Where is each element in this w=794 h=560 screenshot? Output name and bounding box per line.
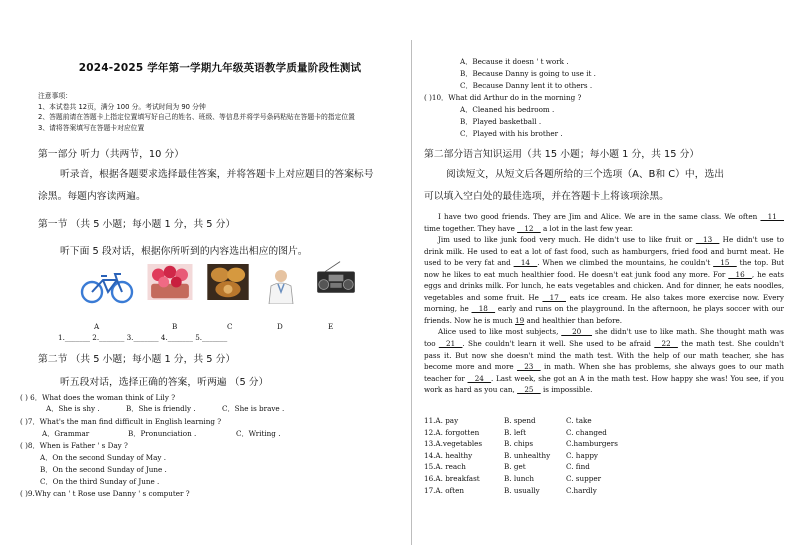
passage-text: and healthier than before. — [524, 315, 623, 325]
part2-instruction-line2: 可以填入空白处的最佳选项，并在答题卡上将该项涂黑。 — [424, 191, 669, 202]
passage-text: , he eats eggs and drinks milk. For lunch, he eats vegetables and chicken. And for dinner, he eats noodles, vegetables and some fruit. He — [424, 269, 784, 302]
option-c: C.hamburgers — [566, 439, 618, 449]
part2-heading: 第二部分语言知识运用（共 15 小题；每小题 1 分，共 15 分） — [424, 149, 700, 160]
option-c: C. find — [566, 462, 590, 472]
blank-12: __12__ — [517, 223, 541, 233]
blank-16: __16__ — [728, 269, 752, 279]
q7-option-b: B．Pronunciation . — [128, 429, 197, 438]
q8-option-b: B．On the second Sunday of June . — [40, 465, 167, 474]
q10-option-c: C．Played with his brother . — [460, 129, 563, 138]
option-c: C. changed — [566, 427, 607, 437]
q7-option-c: C．Writing . — [236, 429, 281, 438]
passage-text: the top. But now he likes to eat much healthier food. He doesn't eat junk food any more. For — [424, 258, 784, 279]
listening-pictures — [79, 268, 399, 308]
blank-19: 19 — [515, 315, 525, 325]
passage-paragraph-3 — [424, 326, 784, 395]
passage-text: is impossible. — [540, 385, 593, 395]
passage-text: I have two good friends. They are Jim and Alice. We are in the same class. We often — [438, 212, 761, 221]
option-a: 17.A. often — [424, 485, 464, 495]
answer-blanks: 1._______ 2._______ 3._______ 4._______ 5._______ — [58, 333, 228, 342]
blank-24: __24__ — [467, 373, 492, 383]
option-b: B. lunch — [504, 473, 535, 483]
q6-option-a: A．She is shy . — [46, 404, 100, 413]
blank-25: __25__ — [517, 385, 541, 395]
passage-paragraph-2 — [424, 234, 784, 326]
bicycle-picture — [79, 268, 135, 304]
notes-item: 3、请将答案填写在答题卡对应位置 — [38, 123, 145, 132]
option-a: 13.A.vegetables — [424, 439, 483, 449]
blank-22: __22__ — [654, 339, 678, 349]
option-a: 11.A. pay — [424, 416, 459, 425]
q6-option-b: B．She is friendly . — [126, 404, 196, 413]
q8-option-c: C．On the third Sunday of June . — [40, 477, 160, 486]
mooncakes-picture — [205, 264, 251, 300]
picture-letter: A — [94, 322, 100, 331]
notes-item: 2、答题前请在答题卡上指定位置填写好自己的姓名、班级、等信息并将学号条码粘贴在答题卡的指定位置 — [38, 113, 355, 122]
passage-text: the math test. She couldn't pass it. But now she doesn't mind the math test. With the help of our math teacher, she has become more and more — [424, 339, 785, 372]
option-a: 16.A. breakfast — [424, 473, 480, 483]
option-a: 15.A. reach — [424, 462, 466, 472]
picture-letter: C — [227, 322, 233, 331]
blank-14: __14__ — [513, 258, 538, 268]
section2-instruction: 听五段对话，选择正确的答案，听两遍 （5 分） — [60, 377, 269, 388]
blank-13: __13__ — [695, 235, 720, 245]
blank-18: __18__ — [471, 304, 496, 314]
q8-option-a: A．On the second Sunday of May . — [40, 453, 167, 462]
section1-instruction: 听下面 5 段对话，根据你所听到的内容选出相应的图片。 — [60, 246, 308, 257]
q9-option-a: A．Because it doesn ' t work . — [460, 57, 569, 66]
option-b: B. get — [504, 462, 526, 472]
passage-text: time together. They have — [424, 223, 518, 233]
picture-letter: D — [277, 322, 283, 331]
q7-option-a: A．Grammar — [42, 429, 90, 438]
column-divider — [411, 40, 412, 545]
part1-heading: 第一部分 听力（共两节，10 分） — [38, 149, 185, 160]
option-c: C. happy — [566, 450, 598, 460]
q9-option-c: C．Because Danny lent it to others . — [460, 81, 593, 90]
part1-instruction-line2: 涂黑。每题内容读两遍。 — [38, 191, 146, 202]
question-10: ( )10．What did Arthur do in the morning ? — [424, 93, 582, 102]
question-8: ( )8．When is Father ' s Day ? — [20, 441, 128, 450]
passage-text: . When we climbed the mountains, he couldn't — [537, 258, 714, 268]
passage-text: He didn't use to drink milk. He used to eat a lot of fast food, such as hamburgers, fried food and burnt meat. He used to be very fat and — [424, 235, 784, 268]
section2-heading: 第二节 （共 5 小题；每小题 1 分，共 5 分） — [38, 354, 236, 365]
passage-text: early and runs on the playground. In the afternoon, he plays soccer with our friends. Now he is much — [424, 304, 784, 325]
q10-option-b: B．Played basketball . — [460, 117, 542, 126]
blank-21: __21__ — [438, 339, 463, 349]
option-b: B. usually — [504, 485, 540, 495]
notes-heading: 注意事项： — [38, 92, 72, 100]
option-b: B. chips — [504, 439, 534, 449]
blank-23: __23__ — [517, 362, 541, 372]
passage-text: Alice used to like most subjects, — [438, 327, 562, 337]
blank-11: __11__ — [760, 212, 784, 221]
passage-text: a lot in the last few year. — [540, 223, 633, 233]
cloze-passage — [424, 211, 784, 396]
option-c: C. supper — [566, 473, 602, 483]
exam-title: 2024-2025 学年第一学期九年级英语教学质量阶段性测试 — [78, 62, 362, 74]
notes-item: 1、本试卷共 12页，满分 100 分。考试时间为 90 分钟 — [38, 102, 206, 111]
q10-option-a: A．Cleaned his bedroom . — [460, 105, 555, 114]
part2-instruction-line1: 阅读短文，从短文后各题所给的三个选项（A、B和 C）中，选出 — [446, 169, 725, 180]
doctor-picture — [261, 268, 301, 304]
passage-text: . Last week, she got an A in the math test. How happy she was! You see, if you work as hard as you can, — [424, 373, 784, 395]
question-6: ( ) 6．What does the woman think of Lily ? — [20, 393, 176, 402]
option-b: B. spend — [504, 416, 536, 425]
blank-15: __15__ — [713, 258, 737, 268]
question-7: ( )7．What's the man find difficult in English learning ? — [20, 417, 222, 426]
option-a: 12.A. forgotten — [424, 427, 480, 437]
option-a: 14.A. healthy — [424, 450, 473, 460]
passage-text: Jim used to like junk food very much. He didn't use to like fruit or — [438, 235, 696, 245]
q9-option-b: B．Because Danny is going to use it . — [460, 69, 596, 78]
section1-heading: 第一节 （共 5 小题；每小题 1 分，共 5 分） — [38, 219, 236, 230]
passage-paragraph-1 — [424, 211, 784, 234]
option-b: B. left — [504, 427, 526, 437]
blank-17: __17__ — [542, 292, 566, 302]
flowers-cake-picture — [145, 264, 195, 300]
picture-letter: B — [172, 322, 178, 331]
q6-option-c: C．She is brave . — [222, 404, 285, 413]
passage-text: in math. When she has problems, she always goes to our math teacher for — [424, 362, 784, 383]
passage-text: eats ice cream. He also takes more exercise now. Every morning, he — [424, 292, 784, 314]
picture-letter: E — [328, 322, 334, 331]
option-c: C. take — [566, 416, 592, 425]
passage-text: . She couldn't learn it well. She used to be afraid — [462, 339, 655, 349]
option-b: B. unhealthy — [504, 450, 551, 460]
radio-picture — [311, 260, 361, 296]
question-9: ( )9.Why can ' t Rose use Danny ' s computer ? — [20, 489, 190, 498]
part1-instruction-line1: 听录音，根据各题要求选择最佳答案，并将答题卡上对应题目的答案标号 — [60, 169, 374, 180]
option-c: C.hardly — [566, 485, 597, 495]
passage-text: she didn't use to like math. She thought math was too — [424, 327, 784, 349]
notes — [38, 91, 355, 133]
blank-20: ___20___ — [561, 327, 593, 337]
